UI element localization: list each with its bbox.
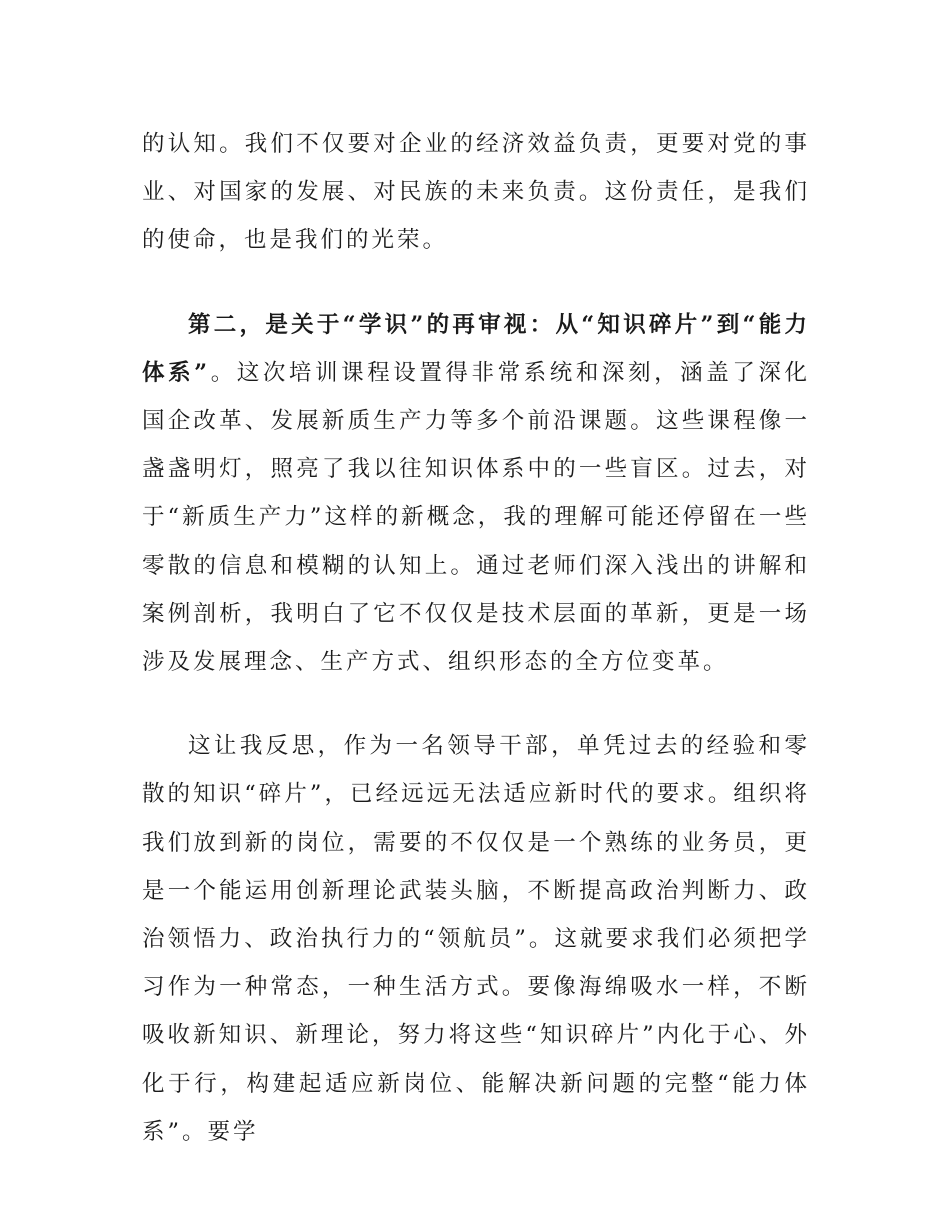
section-body: 。这次培训课程设置得非常系统和深刻，涵盖了深化国企改革、发展新质生产力等多个前沿课题。这些课程像一盏盏明灯，照亮了我以往知识体系中的一些盲区。过去，对于“新质生产力”这样的新概念，我的理解可能还停留在一些零散的信息和模糊的认知上。通过老师们深入浅出的讲解和案例剖析，我明白了它不仅仅是技术层面的革新，更是一场涉及发展理念、生产方式、组织形态的全方位变革。 [142,359,810,676]
paragraph-reflection: 这让我反思，作为一名领导干部，单凭过去的经验和零散的知识“碎片”，已经远远无法适应新时代的要求。组织将我们放到新的岗位，需要的不仅仅是一个熟练的业务员，更是一个能运用创新理论武装头脑，不断提高政治判断力、政治领悟力、政治执行力的“领航员”。这就要求我们必须把学习作为一种常态，一种生活方式。要像海绵吸水一样，不断吸收新知识、新理论，努力将这些“知识碎片”内化于心、外化于行，构建起适应新岗位、能解决新问题的完整“能力体系”。要学 [142,733,810,1145]
paragraph-gap [142,686,810,722]
document-page [142,120,810,1156]
paragraph-gap [142,265,810,301]
paragraph-section-two [142,301,810,687]
paragraph-continuation: 的认知。我们不仅要对企业的经济效益负责，更要对党的事业、对国家的发展、对民族的未来负责。这份责任，是我们的使命，也是我们的光荣。 [142,131,810,254]
section-heading: 第二，是关于“学识”的再审视：从“知识碎片”到“能力体系” [142,311,810,386]
